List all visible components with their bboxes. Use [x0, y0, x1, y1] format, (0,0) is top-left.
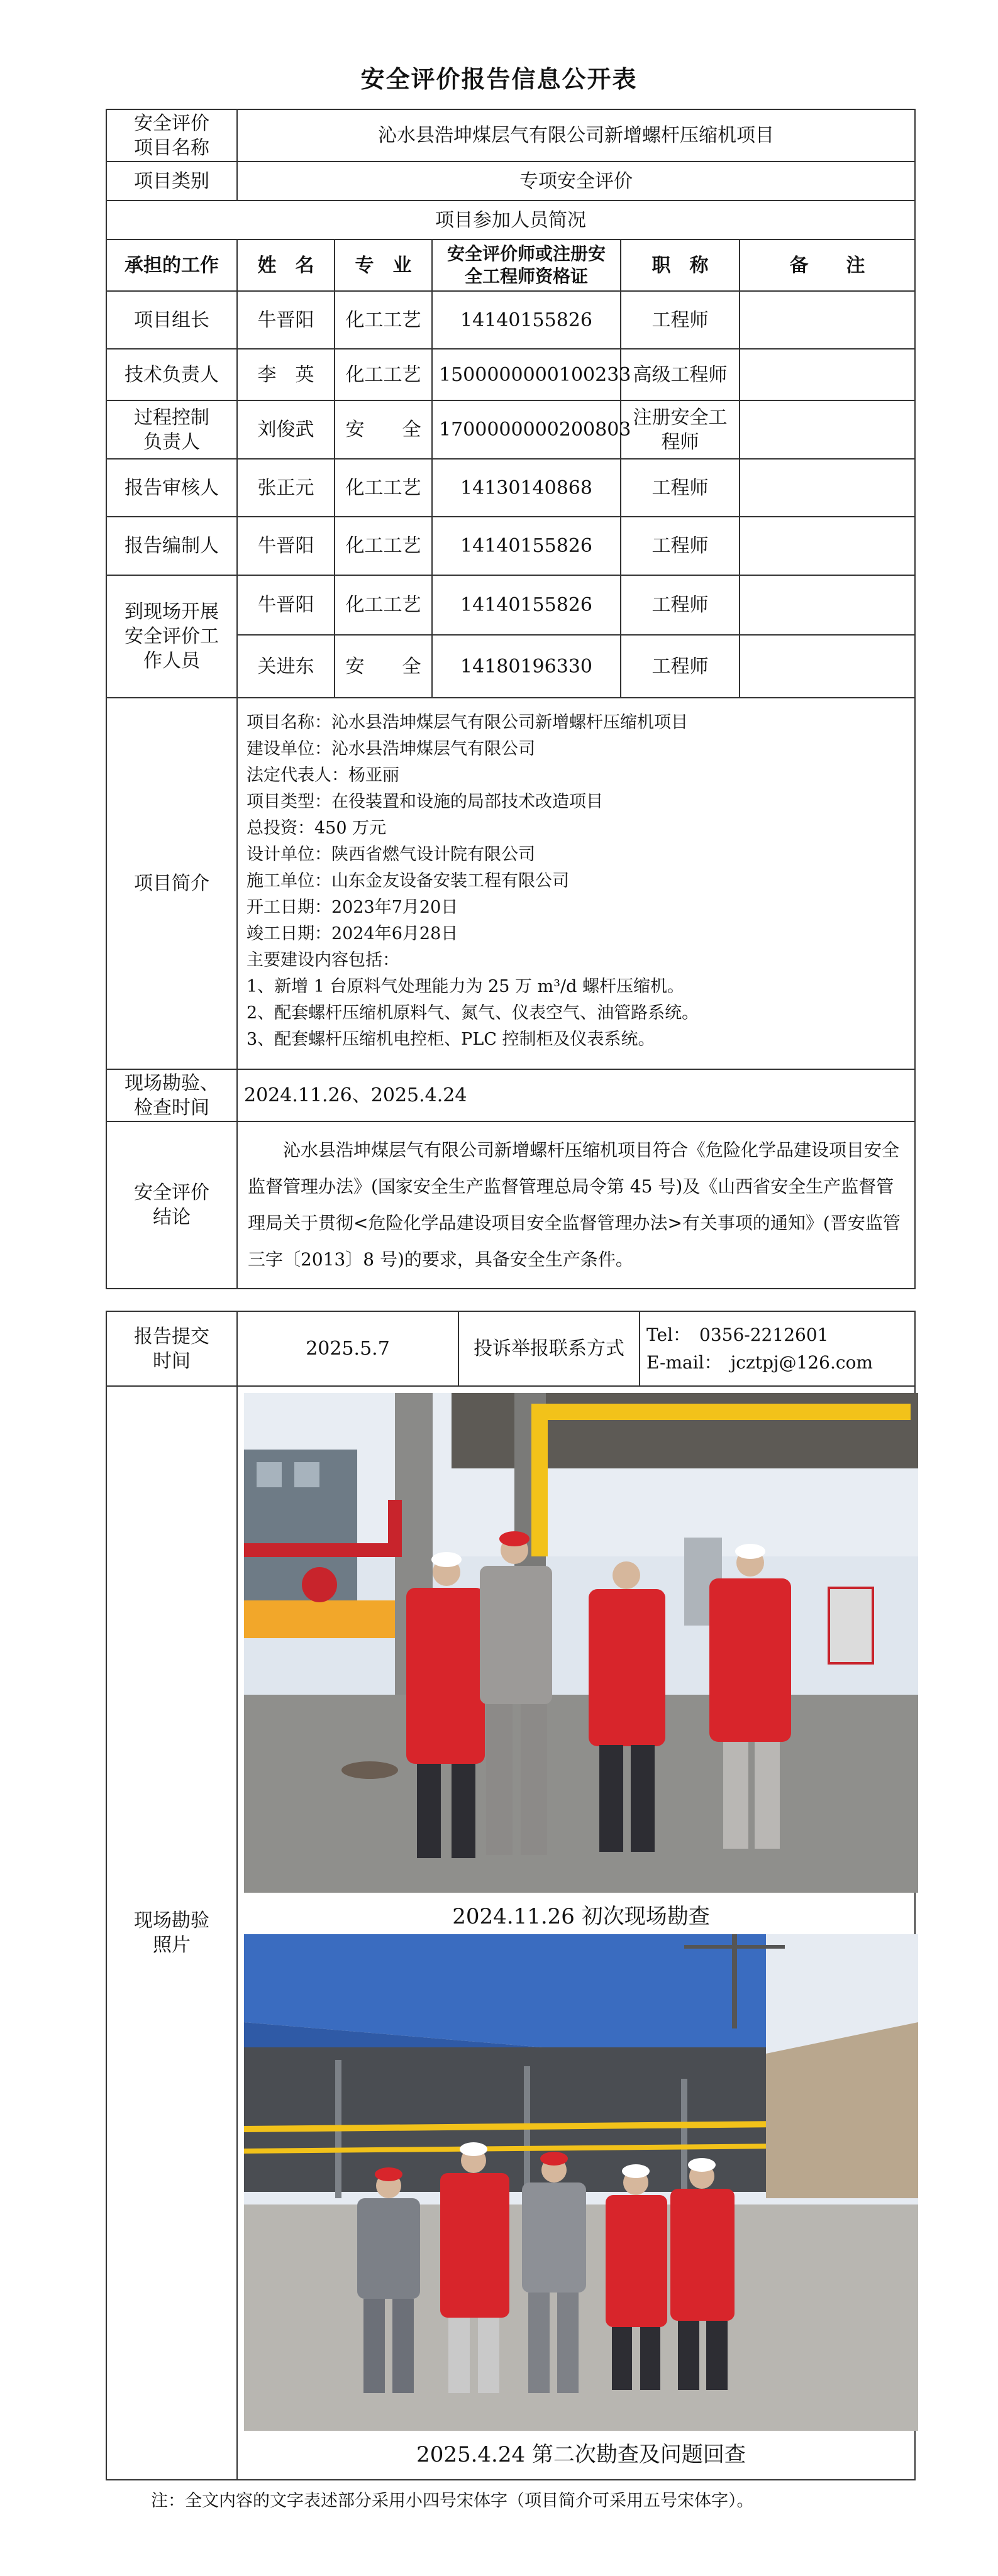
- field-staff-cert: 14180196330: [432, 635, 621, 698]
- header-remark: 备 注: [740, 239, 915, 291]
- category-label: 项目类别: [106, 162, 237, 201]
- project-name-label: 安全评价 项目名称: [106, 109, 237, 162]
- intro-line: 施工单位：山东金友设备安装工程有限公司: [247, 871, 569, 891]
- staff-name: 张正元: [237, 459, 335, 517]
- staff-specialty: 化工工艺: [335, 459, 432, 517]
- field-staff-name: 牛晋阳: [237, 575, 335, 635]
- submit-label: 报告提交 时间: [106, 1311, 237, 1386]
- field-staff-remark: [740, 635, 915, 698]
- header-position: 职 称: [621, 239, 740, 291]
- field-staff-remark: [740, 575, 915, 635]
- staff-position: 工程师: [621, 459, 740, 517]
- conclusion-text: 沁水县浩坤煤层气有限公司新增螺杆压缩机项目符合《危险化学品建设项目安全监督管理办法》(国家安全生产监督管理总局令第 45 号)及《山西省安全生产监督管理局关于贯彻<危险化学品建设项目安全监督管理办法>有关事项的通知》(晋安监管三字〔2013〕8 号)的要求，具备安全生产条件。: [237, 1121, 915, 1289]
- staff-remark: [740, 517, 915, 575]
- staff-cert: 14140155826: [432, 291, 621, 349]
- intro-line: 主要建设内容包括：: [247, 950, 399, 970]
- staff-name: 牛晋阳: [237, 291, 335, 349]
- field-staff-position: 工程师: [621, 575, 740, 635]
- header-name: 姓 名: [237, 239, 335, 291]
- email-text: E-mail： jcztpj@126.com: [646, 1351, 873, 1373]
- staff-position: 工程师: [621, 517, 740, 575]
- intro-line: 建设单位：沁水县浩坤煤层气有限公司: [247, 739, 535, 759]
- field-staff-cert: 14140155826: [432, 575, 621, 635]
- staff-duty: 报告审核人: [106, 459, 237, 517]
- intro-line: 1、新增 1 台原料气处理能力为 25 万 m³/d 螺杆压缩机。: [247, 977, 685, 996]
- intro-line: 开工日期：2023年7月20日: [247, 898, 458, 917]
- header-cert: 安全评价师或注册安全工程师资格证: [432, 239, 621, 291]
- photo2-caption: 2025.4.24 第二次勘查及问题回查: [416, 2442, 746, 2468]
- header-specialty: 专 业: [335, 239, 432, 291]
- header-duty: 承担的工作: [106, 239, 237, 291]
- field-staff-name: 关进东: [237, 635, 335, 698]
- site-photo-1: [244, 1393, 918, 1893]
- intro-line: 总投资：450 万元: [247, 818, 387, 838]
- staff-specialty: 化工工艺: [335, 349, 432, 400]
- staff-name: 李 英: [237, 349, 335, 400]
- intro-label: 项目简介: [106, 698, 237, 1069]
- staff-name: 刘俊武: [237, 400, 335, 459]
- table-row: [106, 517, 915, 575]
- intro-content: [237, 698, 915, 1069]
- staff-remark: [740, 349, 915, 400]
- staff-specialty: 化工工艺: [335, 291, 432, 349]
- site-photo-2: [244, 1934, 918, 2431]
- staff-duty: 技术负责人: [106, 349, 237, 400]
- intro-line: 竣工日期：2024年6月28日: [247, 924, 458, 944]
- staff-remark: [740, 400, 915, 459]
- intro-line: 项目名称：沁水县浩坤煤层气有限公司新增螺杆压缩机项目: [247, 713, 688, 732]
- staff-cert: 14140155826: [432, 517, 621, 575]
- complaint-label: 投诉举报联系方式: [458, 1311, 640, 1386]
- footnote: 注：全文内容的文字表述部分采用小四号宋体字（项目简介可采用五号宋体字）。: [151, 2491, 754, 2511]
- category-value: 专项安全评价: [237, 162, 915, 201]
- staff-specialty: 化工工艺: [335, 517, 432, 575]
- staff-specialty: 安 全: [335, 400, 432, 459]
- inspection-time: 2024.11.26、2025.4.24: [237, 1069, 915, 1121]
- table-row: [106, 459, 915, 517]
- table-row: [106, 291, 915, 349]
- table-row: [106, 575, 915, 635]
- submit-time: 2025.5.7: [237, 1311, 458, 1386]
- field-staff-specialty: 安 全: [335, 635, 432, 698]
- staff-position: 高级工程师: [621, 349, 740, 400]
- inspection-label: 现场勘验、 检查时间: [106, 1069, 237, 1121]
- field-staff-position: 工程师: [621, 635, 740, 698]
- staff-name: 牛晋阳: [237, 517, 335, 575]
- tel-text: Tel： 0356-2212601: [646, 1324, 829, 1345]
- info-table: [106, 109, 916, 1289]
- page-title: 安全评价报告信息公开表: [360, 65, 638, 93]
- staff-position: 注册安全工 程师: [621, 400, 740, 459]
- photo1-caption: 2024.11.26 初次现场勘查: [452, 1904, 710, 1929]
- intro-line: 2、配套螺杆压缩机原料气、氮气、仪表空气、油管路系统。: [247, 1003, 699, 1023]
- table-row: [106, 349, 915, 400]
- field-staff-specialty: 化工工艺: [335, 575, 432, 635]
- submit-table: [106, 1311, 916, 2480]
- staff-cert: 1500000000100233: [432, 349, 621, 400]
- field-staff-label: 到现场开展 安全评价工 作人员: [106, 575, 237, 698]
- staff-remark: [740, 459, 915, 517]
- staff-remark: [740, 291, 915, 349]
- staff-duty: 项目组长: [106, 291, 237, 349]
- staff-position: 工程师: [621, 291, 740, 349]
- staff-cert: 1700000000200803: [432, 400, 621, 459]
- intro-line: 3、配套螺杆压缩机电控柜、PLC 控制柜及仪表系统。: [247, 1030, 655, 1049]
- intro-line: 设计单位：陕西省燃气设计院有限公司: [247, 845, 535, 864]
- photos-label: 现场勘验 照片: [106, 1386, 237, 2480]
- intro-line: 法定代表人：杨亚丽: [247, 766, 399, 785]
- table-row: [106, 400, 915, 459]
- project-name: 沁水县浩坤煤层气有限公司新增螺杆压缩机项目: [237, 109, 915, 162]
- contact-info: [640, 1311, 915, 1386]
- intro-line: 项目类型：在役装置和设施的局部技术改造项目: [247, 792, 603, 812]
- photos-cell: [237, 1386, 915, 2480]
- staff-duty: 过程控制 负责人: [106, 400, 237, 459]
- conclusion-label: 安全评价 结论: [106, 1121, 237, 1289]
- staff-section-title: 项目参加人员简况: [106, 201, 915, 239]
- staff-cert: 14130140868: [432, 459, 621, 517]
- staff-duty: 报告编制人: [106, 517, 237, 575]
